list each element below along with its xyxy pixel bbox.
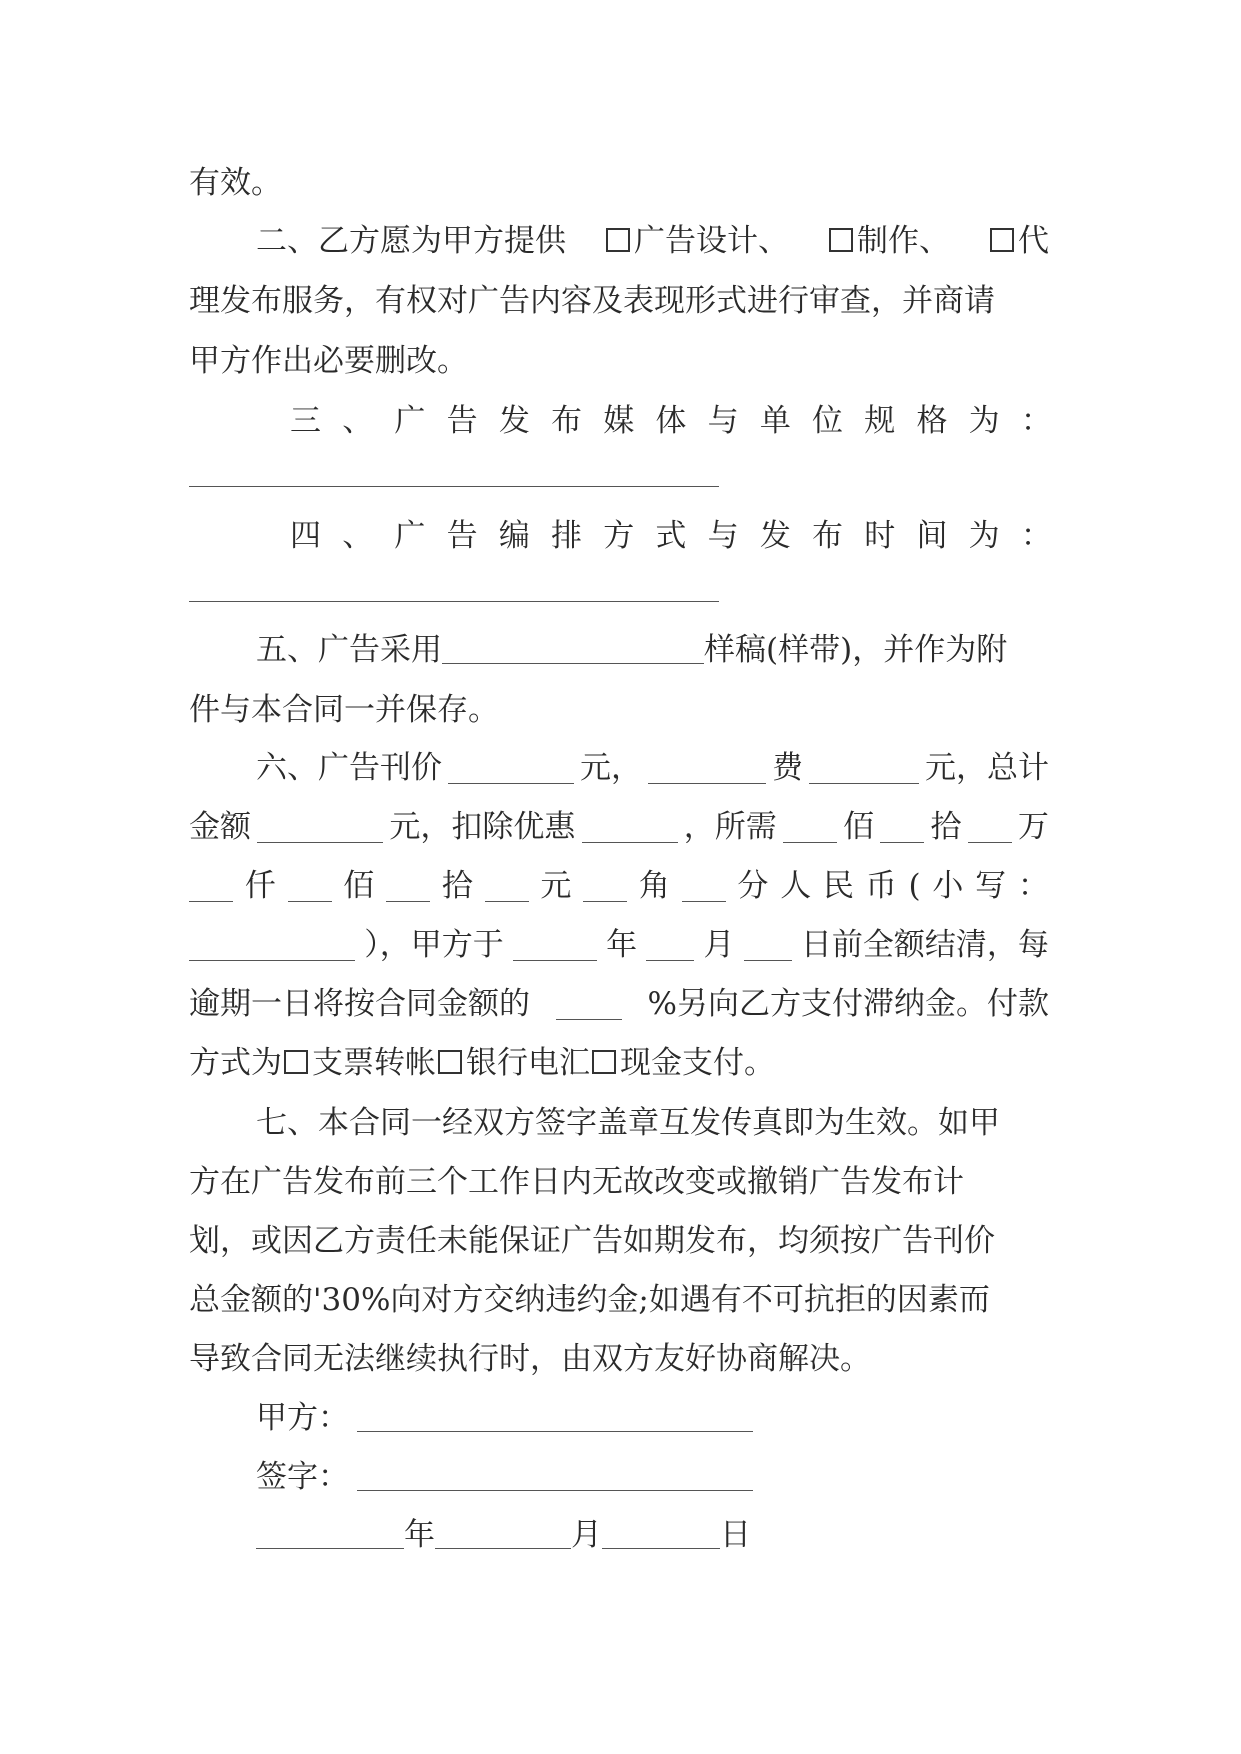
paragraph-6-line-5 bbox=[189, 984, 1049, 1024]
month-input[interactable] bbox=[435, 1518, 571, 1549]
fill-in-line-media[interactable] bbox=[189, 486, 719, 487]
text: 件与本合同一并保存。 bbox=[189, 692, 499, 728]
option-label: 支票转帐 bbox=[312, 1045, 436, 1081]
fill-in-blank[interactable] bbox=[189, 871, 233, 902]
option-label: 现金支付。 bbox=[620, 1045, 775, 1081]
char: 与 bbox=[707, 403, 739, 439]
text: 拾 bbox=[930, 809, 962, 845]
char: 发 bbox=[498, 403, 530, 439]
text: 角 bbox=[638, 868, 670, 904]
year-input[interactable] bbox=[256, 1518, 404, 1549]
paragraph-6-line-6 bbox=[189, 1043, 1049, 1083]
paragraph-7-line-3 bbox=[189, 1221, 1049, 1261]
text: ），甲方于 bbox=[364, 927, 504, 963]
text: 币 bbox=[865, 868, 897, 904]
text: 拾 bbox=[441, 868, 473, 904]
option-publish[interactable] bbox=[988, 221, 1049, 261]
text: 五、广告采用 bbox=[256, 632, 442, 668]
text: 二、乙方愿为甲方提供 bbox=[256, 223, 566, 259]
option-label: 代 bbox=[1018, 223, 1049, 259]
paragraph-1-end bbox=[189, 163, 1049, 203]
checkbox-icon[interactable] bbox=[990, 228, 1014, 252]
char: 时 bbox=[864, 518, 896, 554]
signature-row bbox=[256, 1457, 1049, 1497]
fill-in-blank[interactable] bbox=[646, 930, 694, 961]
char: 发 bbox=[759, 518, 791, 554]
char: 、 bbox=[342, 518, 374, 554]
char: 媒 bbox=[603, 403, 635, 439]
checkbox-icon[interactable] bbox=[284, 1050, 308, 1074]
party-a-input[interactable] bbox=[357, 1401, 753, 1432]
char: 告 bbox=[446, 403, 478, 439]
text: 方式为 bbox=[189, 1045, 282, 1081]
paragraph-7-line-4 bbox=[189, 1280, 1049, 1320]
paragraph-5-line-1 bbox=[256, 630, 1049, 670]
checkbox-icon[interactable] bbox=[438, 1050, 462, 1074]
char: 位 bbox=[812, 403, 844, 439]
char: 规 bbox=[864, 403, 896, 439]
char: 方 bbox=[603, 518, 635, 554]
option-label: 制作、 bbox=[857, 223, 950, 259]
text: 甲方作出必要删改。 bbox=[189, 343, 468, 379]
char: 式 bbox=[655, 518, 687, 554]
text: 佰 bbox=[843, 809, 875, 845]
text: 日前全额结清，每 bbox=[800, 927, 1049, 963]
option-label: 广告设计、 bbox=[634, 223, 789, 259]
char: 排 bbox=[551, 518, 583, 554]
fill-in-blank[interactable] bbox=[513, 930, 597, 961]
char: 单 bbox=[759, 403, 791, 439]
fill-in-blank[interactable] bbox=[582, 812, 678, 843]
char: 格 bbox=[916, 403, 948, 439]
signature-label: 签字： bbox=[256, 1459, 349, 1495]
text: 划，或因乙方责任未能保证广告如期发布，均须按广告刊价 bbox=[189, 1223, 995, 1259]
paragraph-6-line-3 bbox=[189, 866, 1049, 906]
char: 间 bbox=[916, 518, 948, 554]
char: 与 bbox=[707, 518, 739, 554]
text: ，所需 bbox=[683, 809, 777, 845]
text: 写 bbox=[975, 868, 1007, 904]
paragraph-2-line-2 bbox=[189, 281, 1049, 321]
party-a-label: 甲方： bbox=[256, 1400, 349, 1436]
month-label: 月 bbox=[571, 1517, 602, 1553]
text: 分 bbox=[737, 868, 769, 904]
char: 为 bbox=[968, 518, 1000, 554]
char: ： bbox=[1020, 403, 1052, 439]
checkbox-icon[interactable] bbox=[592, 1050, 616, 1074]
text: 费 bbox=[772, 750, 803, 786]
char: 广 bbox=[394, 403, 426, 439]
fill-in-blank[interactable] bbox=[880, 812, 924, 843]
paragraph-5-line-2 bbox=[189, 690, 1049, 730]
paragraph-7-line-5 bbox=[189, 1339, 1049, 1379]
text: ： bbox=[1017, 868, 1049, 904]
paragraph-2-line-1 bbox=[256, 221, 1049, 261]
fill-in-blank[interactable] bbox=[288, 871, 332, 902]
text: 逾期一日将按合同金额的 bbox=[189, 986, 530, 1022]
fill-in-blank[interactable] bbox=[744, 930, 792, 961]
option-production[interactable] bbox=[827, 221, 950, 261]
paragraph-6-line-1 bbox=[256, 748, 1049, 788]
char: 体 bbox=[655, 403, 687, 439]
char: 四 bbox=[290, 518, 321, 554]
text: 元， bbox=[580, 750, 642, 786]
text: 元 bbox=[540, 868, 572, 904]
char: 三 bbox=[290, 403, 321, 439]
text: 人 bbox=[780, 868, 812, 904]
text: 仟 bbox=[244, 868, 276, 904]
char: 布 bbox=[551, 403, 583, 439]
checkbox-icon[interactable] bbox=[829, 228, 853, 252]
text: 万 bbox=[1017, 809, 1049, 845]
char: 编 bbox=[498, 518, 530, 554]
char: 、 bbox=[342, 403, 374, 439]
checkbox-icon[interactable] bbox=[606, 228, 630, 252]
day-label: 日 bbox=[720, 1517, 751, 1553]
text: 年 bbox=[606, 927, 638, 963]
text: 金额 bbox=[189, 809, 251, 845]
fill-in-blank[interactable] bbox=[189, 930, 355, 961]
paragraph-6-line-2 bbox=[189, 807, 1049, 847]
text: 小 bbox=[932, 868, 964, 904]
text: 六、广告刊价 bbox=[256, 750, 442, 786]
char: ： bbox=[1020, 518, 1052, 554]
text: 总金额的'30%向对方交纳违约金;如遇有不可抗拒的因素而 bbox=[189, 1282, 990, 1318]
fill-in-blank[interactable] bbox=[648, 753, 766, 784]
fill-in-blank[interactable] bbox=[442, 633, 704, 664]
text: 有效。 bbox=[189, 165, 282, 201]
paragraph-2-line-3 bbox=[189, 341, 1049, 381]
char: 为 bbox=[968, 403, 1000, 439]
text: 样稿(样带)，并作为附 bbox=[704, 632, 1008, 668]
text: 七、本合同一经双方签字盖章互发传真即为生效。如甲 bbox=[256, 1105, 1000, 1141]
fill-in-blank[interactable] bbox=[682, 871, 726, 902]
text: 元，扣除优惠 bbox=[389, 809, 576, 845]
paragraph-7-line-1 bbox=[256, 1103, 1049, 1143]
text: 理发布服务，有权对广告内容及表现形式进行审查，并商请 bbox=[189, 283, 995, 319]
option-label: 银行电汇 bbox=[466, 1045, 590, 1081]
char: 布 bbox=[812, 518, 844, 554]
paragraph-4-heading bbox=[290, 516, 1052, 556]
fill-in-blank[interactable] bbox=[809, 753, 919, 784]
fill-in-line-schedule[interactable] bbox=[189, 601, 719, 602]
text: 方在广告发布前三个工作日内无故改变或撤销广告发布计 bbox=[189, 1164, 964, 1200]
paragraph-7-line-2 bbox=[189, 1162, 1049, 1202]
date-row bbox=[256, 1515, 1049, 1555]
party-a-row bbox=[256, 1398, 1049, 1438]
fill-in-blank[interactable] bbox=[448, 753, 574, 784]
text: 元，总计 bbox=[925, 750, 1049, 786]
fill-in-blank[interactable] bbox=[257, 812, 383, 843]
text: ( bbox=[908, 868, 921, 904]
text: 月 bbox=[703, 927, 735, 963]
paragraph-6-line-4 bbox=[189, 925, 1049, 965]
fill-in-blank[interactable] bbox=[485, 871, 529, 902]
fill-in-blank[interactable] bbox=[386, 871, 430, 902]
text: 佰 bbox=[343, 868, 375, 904]
fill-in-blank[interactable] bbox=[968, 812, 1012, 843]
fill-in-blank[interactable] bbox=[583, 871, 627, 902]
option-ad-design[interactable] bbox=[604, 221, 789, 261]
signature-input[interactable] bbox=[357, 1460, 753, 1491]
text: %另向乙方支付滞纳金。付款 bbox=[647, 986, 1049, 1022]
char: 告 bbox=[446, 518, 478, 554]
char: 广 bbox=[394, 518, 426, 554]
text: 民 bbox=[822, 868, 854, 904]
paragraph-3-heading bbox=[290, 401, 1052, 441]
day-input[interactable] bbox=[602, 1518, 720, 1549]
text: 导致合同无法继续执行时，由双方友好协商解决。 bbox=[189, 1341, 871, 1377]
fill-in-blank[interactable] bbox=[556, 989, 622, 1020]
year-label: 年 bbox=[404, 1517, 435, 1553]
fill-in-blank[interactable] bbox=[783, 812, 837, 843]
